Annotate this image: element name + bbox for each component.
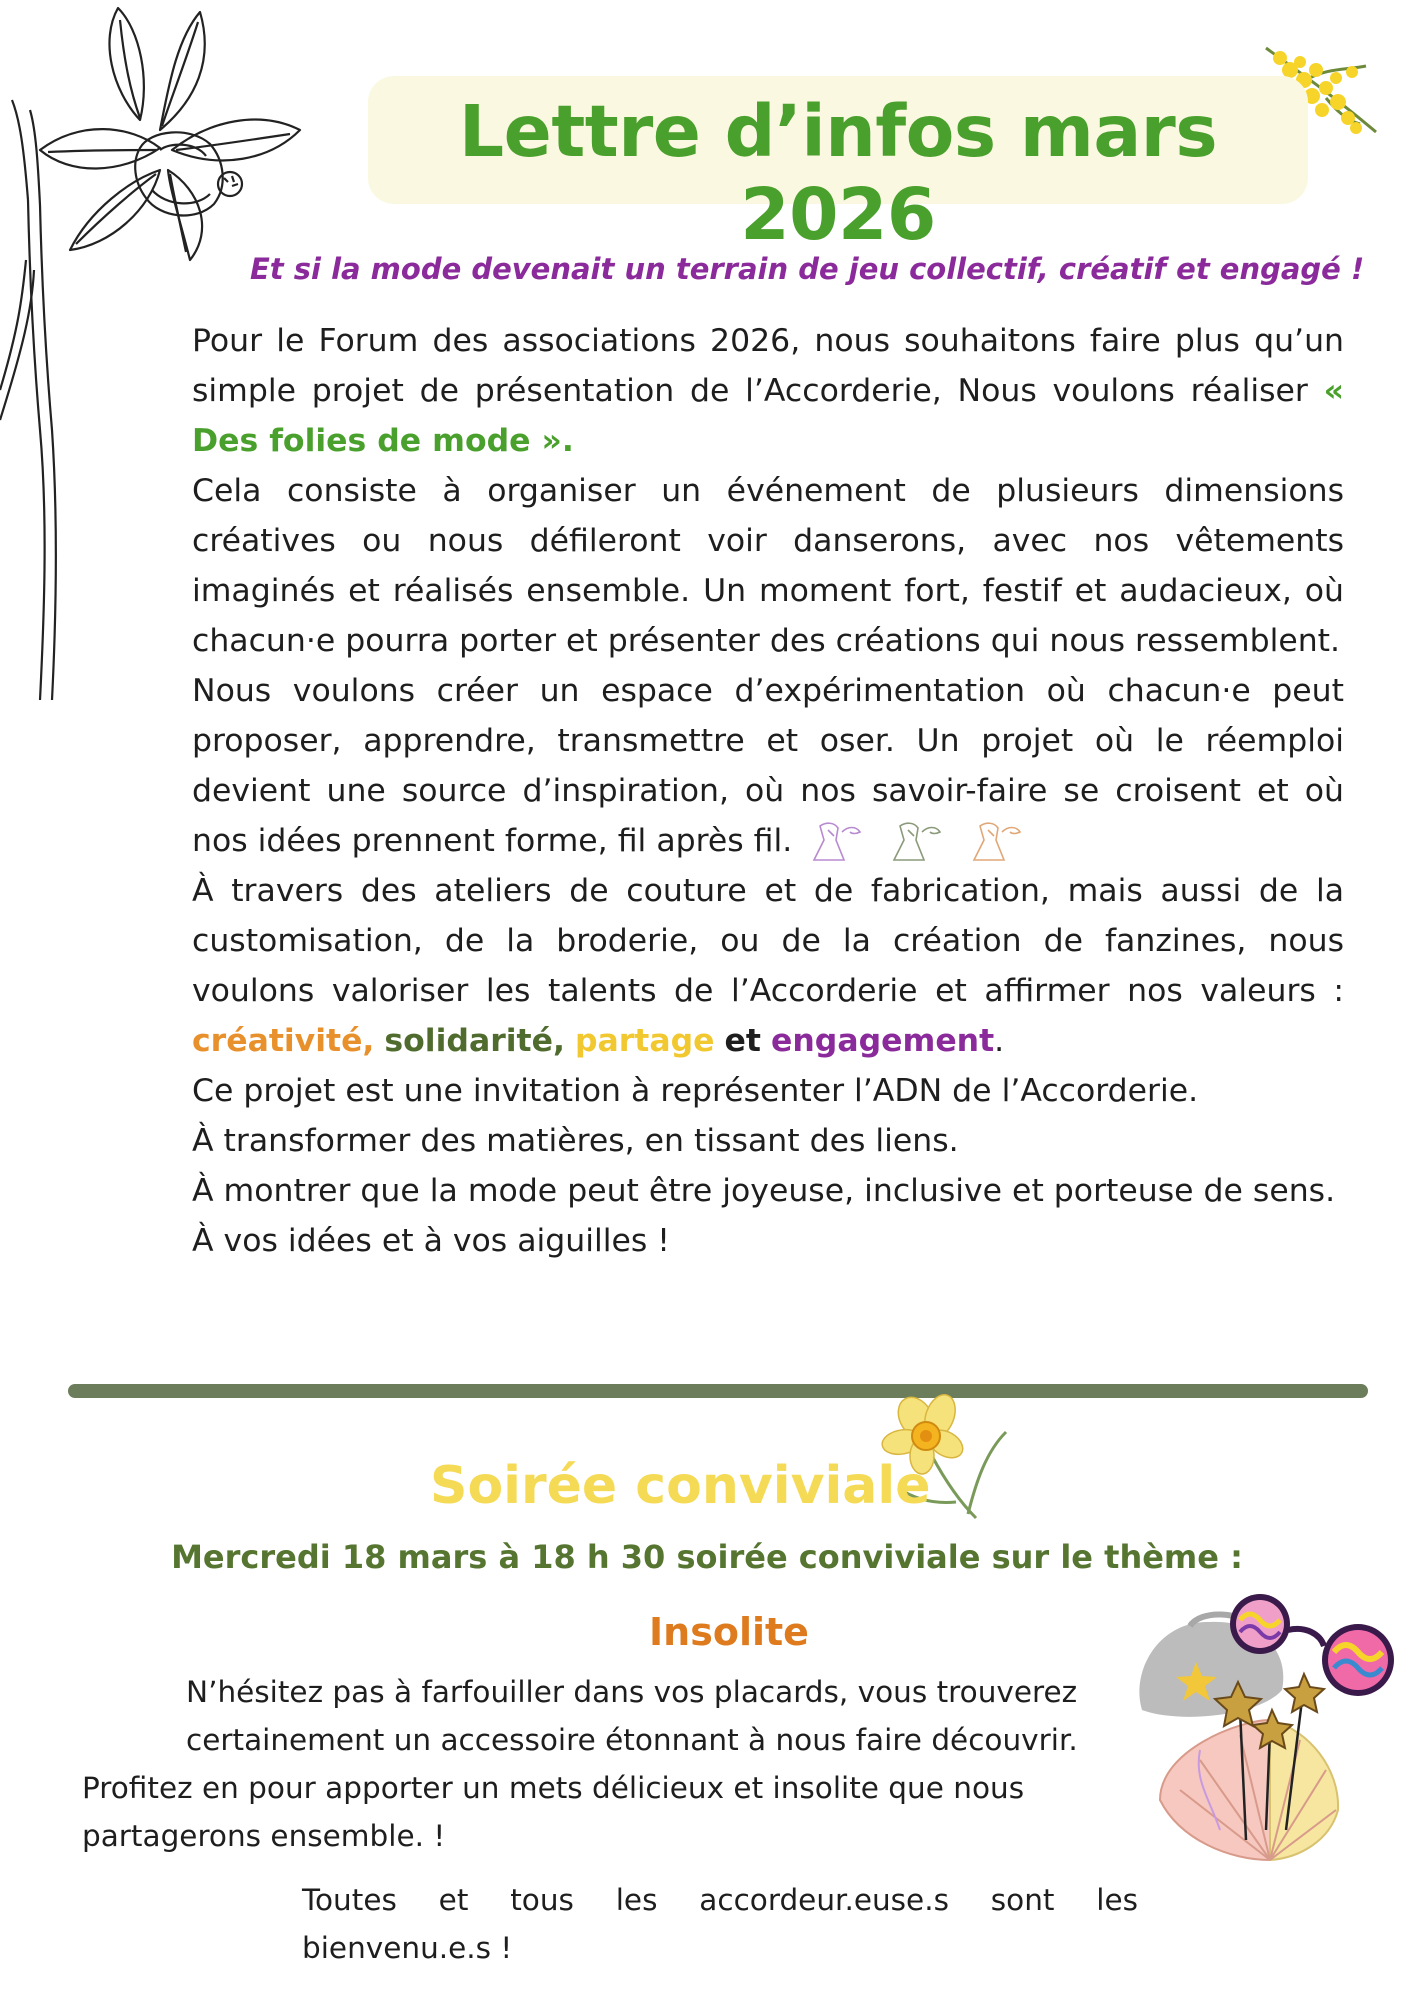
value-solidarite: solidarité, (384, 1023, 565, 1059)
soiree-paragraph: Profitez en pour apporter un mets délicieux et insolite que nous partagerons ensemble. ! (82, 1771, 1025, 1853)
page-subtitle: Et si la mode devenait un terrain de jeu collectif, créatif et engagé ! (250, 252, 1365, 286)
article-paragraph: À montrer que la mode peut être joyeuse, inclusive et porteuse de sens. (192, 1173, 1336, 1209)
soiree-paragraph: N’hésitez pas à farfouiller dans vos placards, vous trouverez certainement un accessoire étonnant à nous faire découvrir. (186, 1675, 1078, 1757)
page-title: Lettre d’infos mars 2026 (458, 90, 1218, 256)
article-paragraph: Ce projet est une invitation à représenter l’ADN de l’Accorderie. (192, 1073, 1199, 1109)
article-body (192, 316, 1344, 1266)
article-text: Pour le Forum des associations 2026, nous souhaitons faire plus qu’un simple projet de présentation de l’Accorderie, Nous voulons réaliser (192, 323, 1344, 409)
article-text: À travers des ateliers de couture et de fabrication, mais aussi de la customisation, de la broderie, ou de la création de fanzines, nous voulons valoriser les talents de l’Accorderie et affirmer nos valeurs : (192, 873, 1344, 1009)
soiree-description (82, 1668, 1142, 1860)
project-name-highlight: « Des folies de mode ». (192, 373, 1344, 459)
value-end: . (994, 1023, 1005, 1059)
value-engagement: engagement (770, 1023, 995, 1059)
value-partage: partage (574, 1023, 715, 1059)
article-paragraph (192, 666, 1344, 866)
soiree-date: Mercredi 18 mars à 18 h 30 soirée conviviale sur le thème : (171, 1538, 1243, 1576)
welcome-text: Toutes et tous les accordeur.euse.s sont les bienvenu.e.s ! (302, 1883, 1138, 1965)
section-divider (68, 1384, 1368, 1398)
article-paragraph: À vos idées et à vos aiguilles ! (192, 1223, 670, 1259)
dress-sketches-icon (806, 820, 1056, 864)
article-paragraph (192, 866, 1344, 1066)
value-and: et (724, 1023, 761, 1059)
article-text: Nous voulons créer un espace d’expérimentation où chacun·e peut proposer, apprendre, transmettre et oser. Un projet où le réemploi devient une source d’inspiration, où nos savoir-faire se croisent et où nos idées prennent forme, fil après fil. (192, 673, 1344, 859)
soiree-theme: Insolite (649, 1610, 809, 1654)
article-paragraph: Cela consiste à organiser un événement de plusieurs dimensions créatives ou nous défileront voir danserons, avec nos vêtements imaginés et réalisés ensemble. Un moment fort, festif et audacieux, où chacun·e pourra porter et présenter des créations qui nous ressemblent. (192, 473, 1344, 659)
article-paragraph: À transformer des matières, en tissant des liens. (192, 1123, 959, 1159)
party-accessories-icon (1120, 1590, 1410, 1890)
value-creativite: créativité, (192, 1023, 375, 1059)
welcome-message (302, 1876, 1138, 1972)
article-paragraph (192, 316, 1344, 466)
soiree-title: Soirée conviviale (430, 1456, 931, 1516)
